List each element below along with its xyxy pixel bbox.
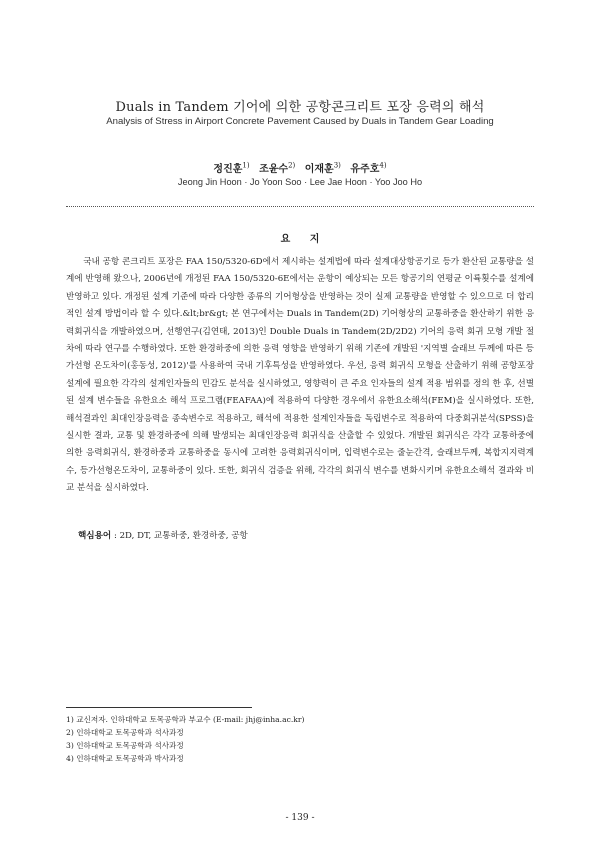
authors-korean	[0, 160, 600, 175]
page-number: - 139 -	[285, 813, 315, 823]
abstract-text: 국내 공항 콘크리트 포장은 FAA 150/5320-6D에서 제시하는 설계법에 따라 설계대상항공기로 등가 환산된 교통량을 설계에 반영해 왔으나, 2006년에 개정된 FAA 150/5320-6E에서는 운항이 예상되는 모든 항공기의 연평균 이륙횟수를 설계에 반영하고 있다. 개정된 설계 기준에 따라 다양한 종류의 기어형상을 반영하는 것이 실제 교통량을 반영할 수 있으므로 더 합리적인 설계 방법이라 할 수 있다.&lt;br&gt; 본 연구에서는 Duals in Tandem(2D) 기어형상의 교통하중을 환산하기 위한 응력회귀식을 개발하였으며, 선행연구(김연태, 2013)인 Double Duals in Tandem(2D/2D2) 기어의 응력 회귀 모형 개발 절차에 따라 연구를 수행하였다. 또한 환경하중에 의한 응력 영향을 반영하기 위해 기존에 개발된 '지역별 슬래브 두께에 따른 등가선형 온도차이(홍동성, 2012)'를 사용하여 국내 기후특성을 반영하였다. 우선, 응력 회귀식 모형을 산출하기 위해 공항포장 설계에 필요한 각각의 설계인자들의 민감도 분석을 실시하였고, 영향력이 큰 주요 인자들의 설계 적용 범위를 정의 한 후, 선별된 설계 변수들을 유한요소 해석 프로그램(FEAFAA)에 적용하여 다양한 경우에서 유한요소해석(FEM)을 실시하였다. 또한, 해석결과인 최대인장응력을 종속변수로 적용하고, 해석에 적용한 설계인자들을 독립변수로 적용하여 다중회귀분석(SPSS)을 실시한 결과, 교통 및 환경하중에 의해 발생되는 최대인장응력 회귀식을 산출할 수 있었다. 개발된 회귀식은 각각 교통하중에 의한 응력회귀식, 환경하중과 교통하중을 동시에 고려한 응력회귀식이며, 입력변수로는 줄눈간격, 슬래브두께, 복합지지력계수, 등가선형온도차이, 교통하중이 있다. 또한, 회귀식 검증을 위해, 각각의 회귀식 변수를 변화시키며 유한요소해석 결과와 비교 분석을 실시하였다.	[66, 257, 534, 494]
author-name: 조윤수	[259, 164, 289, 175]
author-name: 이재훈	[304, 164, 334, 175]
footnote-item: 4) 인하대학교 토목공학과 박사과정	[66, 754, 184, 763]
paper-title-korean: Duals in Tandem 기어에 의한 공항콘크리트 포장 응력의 해석	[115, 100, 485, 115]
paper-title-english: Analysis of Stress in Airport Concrete Pavement Caused by Duals in Tandem Gear Loading	[106, 116, 494, 127]
footnote-item: 3) 인하대학교 토목공학과 석사과정	[66, 741, 184, 750]
footnotes	[66, 713, 534, 765]
authors-english: Jeong Jin Hoon · Jo Yoon Soo · Lee Jae Hoon · Yoo Joo Ho	[177, 177, 423, 187]
header-divider	[66, 206, 534, 207]
author-mark: 4)	[379, 161, 387, 170]
footnote-item: 2) 인하대학교 토목공학과 석사과정	[66, 728, 184, 737]
author-mark: 3)	[333, 161, 341, 170]
author-name: 유주호	[350, 164, 380, 175]
footnote-item: 1) 교신저자. 인하대학교 토목공학과 부교수 (E-mail: jhj@inha.ac.kr)	[66, 715, 305, 724]
author-mark: 2)	[288, 161, 296, 170]
footnote-divider	[66, 707, 252, 708]
author-name: 정진훈	[213, 164, 243, 175]
keywords	[78, 529, 534, 541]
author-mark: 1)	[242, 161, 250, 170]
keywords-label: 핵심용어	[78, 531, 112, 541]
keywords-list: : 2D, DT, 교통하중, 환경하중, 공항	[111, 531, 248, 541]
abstract-heading: 요 지	[280, 234, 320, 245]
